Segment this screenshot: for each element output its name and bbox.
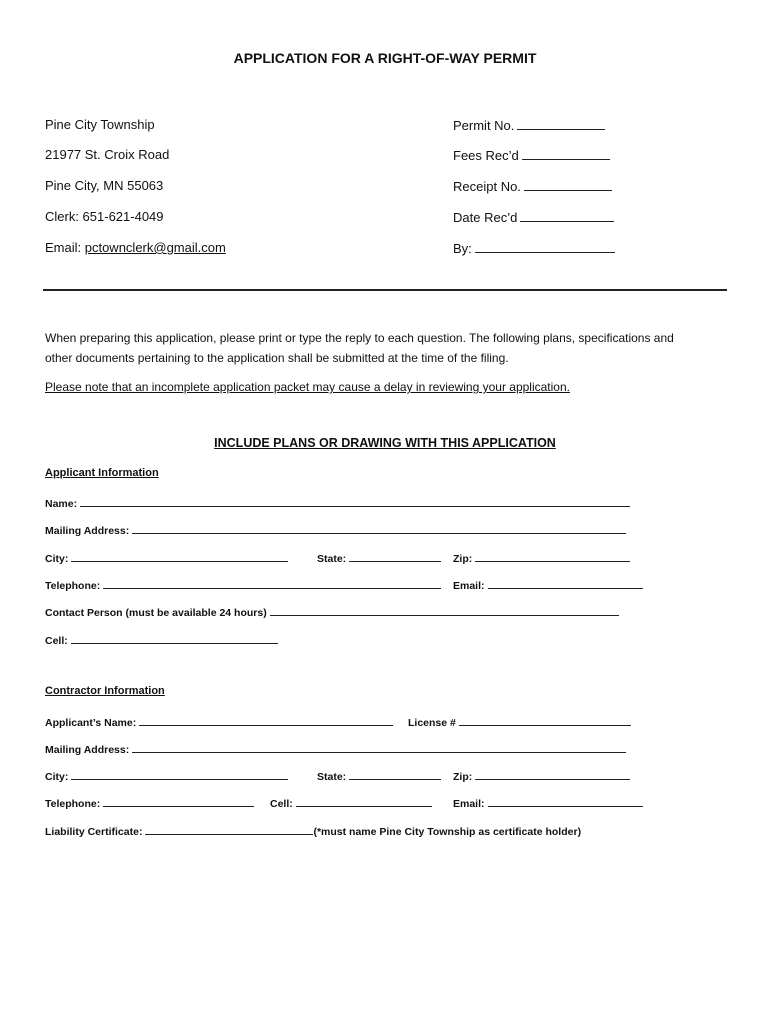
township-address: 21977 St. Croix Road — [45, 147, 170, 162]
contractor-city-row — [45, 767, 288, 785]
contractor-state-field[interactable] — [349, 768, 441, 780]
by-field[interactable] — [475, 240, 615, 253]
applicant-zip-label: Zip: — [453, 553, 473, 565]
date-recd-row — [453, 209, 614, 225]
contractor-name-field[interactable] — [139, 714, 393, 726]
contractor-city-field[interactable] — [71, 768, 288, 780]
contractor-mailing-row — [45, 740, 626, 758]
contractor-cell-field[interactable] — [296, 795, 432, 807]
instructions-line-1: When preparing this application, please print or type the reply to each question. The following plans, specifications and — [45, 331, 674, 345]
contractor-zip-label: Zip: — [453, 771, 473, 783]
liability-field[interactable] — [145, 823, 313, 835]
contractor-zip-row — [453, 767, 630, 785]
applicant-city-field[interactable] — [71, 550, 288, 562]
applicant-zip-field[interactable] — [475, 550, 630, 562]
applicant-email-label: Email: — [453, 580, 485, 592]
page-title: APPLICATION FOR A RIGHT-OF-WAY PERMIT — [233, 50, 537, 66]
applicant-mailing-label: Mailing Address: — [45, 525, 130, 537]
township-city: Pine City, MN 55063 — [45, 178, 164, 193]
liability-label: Liability Certificate: — [45, 826, 143, 838]
contractor-email-row — [453, 794, 643, 812]
contractor-heading: Contractor Information — [45, 685, 165, 697]
applicant-state-label: State: — [317, 553, 347, 565]
liability-row — [45, 822, 581, 840]
township-clerk-phone: Clerk: 651-621-4049 — [45, 209, 164, 224]
applicant-mailing-field[interactable] — [132, 522, 626, 534]
receipt-no-label: Receipt No. — [453, 179, 521, 194]
contractor-telephone-row — [45, 794, 254, 812]
liability-note: (*must name Pine City Township as certificate holder) — [313, 826, 582, 838]
include-plans-heading: INCLUDE PLANS OR DRAWING WITH THIS APPLICATION — [214, 436, 556, 450]
date-recd-label: Date Rec’d — [453, 210, 518, 225]
applicant-name-row — [45, 494, 630, 512]
contractor-state-label: State: — [317, 771, 347, 783]
contractor-mailing-field[interactable] — [132, 741, 626, 753]
applicant-cell-field[interactable] — [71, 632, 278, 644]
applicant-email-row — [453, 576, 643, 594]
township-name: Pine City Township — [45, 117, 155, 132]
contact-person-label: Contact Person (must be available 24 hours) — [45, 607, 267, 619]
contractor-email-field[interactable] — [488, 795, 643, 807]
by-label: By: — [453, 241, 472, 256]
contact-person-field[interactable] — [270, 604, 619, 616]
incomplete-note: Please note that an incomplete application packet may cause a delay in reviewing your application. — [45, 380, 570, 394]
applicant-state-field[interactable] — [349, 550, 441, 562]
receipt-no-field[interactable] — [524, 178, 612, 191]
contractor-cell-row — [270, 794, 432, 812]
date-recd-field[interactable] — [520, 209, 614, 222]
header-divider — [43, 289, 727, 291]
applicant-heading: Applicant Information — [45, 467, 159, 479]
contractor-license-field[interactable] — [459, 714, 631, 726]
contractor-name-row — [45, 713, 393, 731]
contractor-telephone-field[interactable] — [103, 795, 254, 807]
contractor-mailing-label: Mailing Address: — [45, 744, 130, 756]
contractor-name-label: Applicant’s Name: — [45, 717, 137, 729]
contractor-zip-field[interactable] — [475, 768, 630, 780]
applicant-city-label: City: — [45, 553, 69, 565]
contact-person-row — [45, 603, 619, 621]
applicant-state-row — [317, 549, 441, 567]
contractor-city-label: City: — [45, 771, 69, 783]
by-row — [453, 240, 615, 256]
contractor-license-label: License # — [408, 717, 456, 729]
contractor-email-label: Email: — [453, 798, 485, 810]
applicant-telephone-field[interactable] — [103, 577, 441, 589]
receipt-no-row — [453, 178, 612, 194]
permit-no-field[interactable] — [517, 117, 605, 130]
applicant-telephone-row — [45, 576, 441, 594]
contractor-license-row — [408, 713, 631, 731]
fees-recd-label: Fees Rec’d — [453, 148, 519, 163]
applicant-email-field[interactable] — [488, 577, 643, 589]
fees-recd-row — [453, 147, 610, 163]
contractor-telephone-label: Telephone: — [45, 798, 101, 810]
contractor-state-row — [317, 767, 441, 785]
email-label: Email: — [45, 240, 85, 255]
applicant-name-field[interactable] — [80, 495, 630, 507]
township-email-link[interactable]: pctownclerk@gmail.com — [84, 240, 226, 255]
contractor-cell-label: Cell: — [270, 798, 293, 810]
instructions-line-2: other documents pertaining to the application shall be submitted at the time of the filing. — [45, 351, 509, 365]
applicant-city-row — [45, 549, 288, 567]
applicant-name-label: Name: — [45, 498, 78, 510]
permit-no-label: Permit No. — [453, 118, 515, 133]
applicant-cell-label: Cell: — [45, 635, 68, 647]
permit-no-row — [453, 117, 605, 133]
fees-recd-field[interactable] — [522, 147, 610, 160]
applicant-mailing-row — [45, 521, 626, 539]
applicant-zip-row — [453, 549, 630, 567]
applicant-telephone-label: Telephone: — [45, 580, 101, 592]
township-email-row — [45, 240, 226, 255]
applicant-cell-row — [45, 631, 278, 649]
